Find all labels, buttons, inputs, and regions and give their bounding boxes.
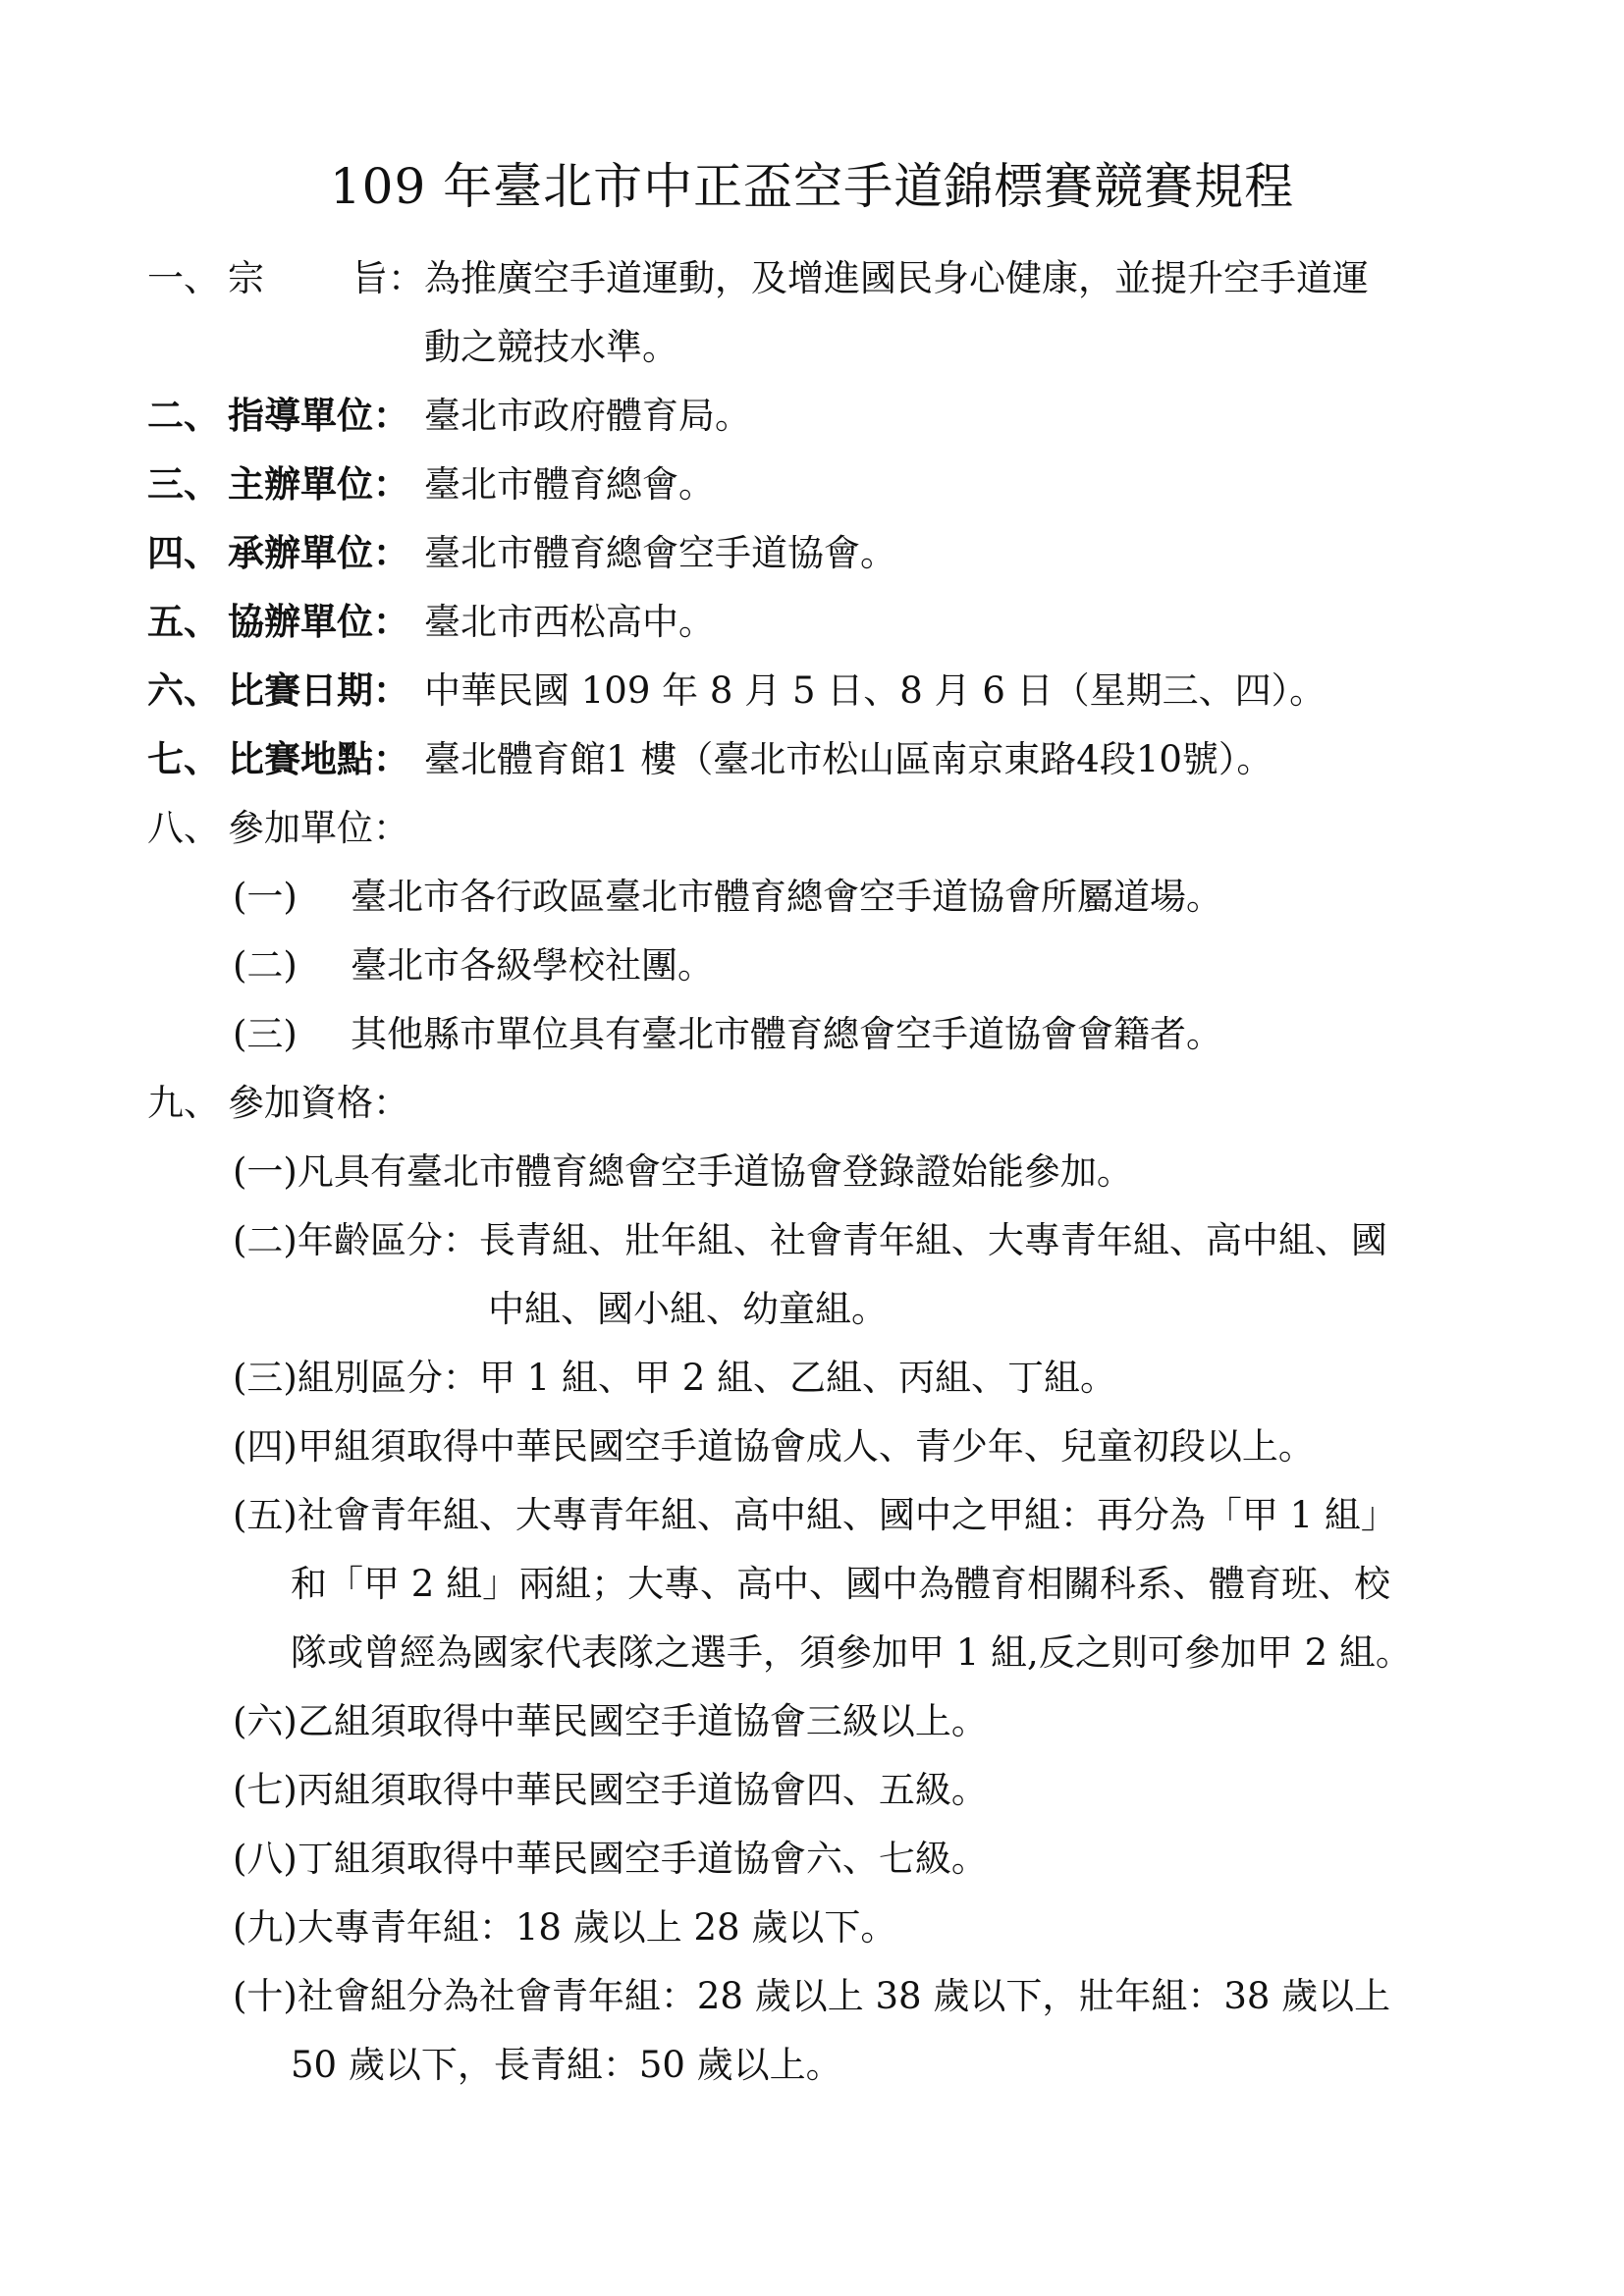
list-item-text: 隊或曾經為國家代表隊之選手，須參加甲 1 組,反之則可參加甲 2 組。 <box>291 1631 1412 1674</box>
section-label: 主辦單位： <box>228 463 409 506</box>
section-content: 臺北市體育總會空手道協會。 <box>424 532 896 574</box>
section-label: 協辦單位： <box>228 601 409 643</box>
section-label: 參加單位： <box>228 807 409 849</box>
section-content: 動之競技水準。 <box>424 326 678 368</box>
section-number: 二、 <box>147 395 220 437</box>
section-number: 八、 <box>147 807 220 849</box>
section-label: 指導單位： <box>228 395 409 437</box>
list-item-text: (七)丙組須取得中華民國空手道協會四、五級。 <box>233 1769 988 1811</box>
list-item-text: (九)大專青年組：18 歲以上 28 歲以下。 <box>233 1906 897 1949</box>
section-content: 為推廣空手道運動，及增進國民身心健康，並提升空手道運 <box>424 257 1369 299</box>
list-item-text: (八)丁組須取得中華民國空手道協會六、七級。 <box>233 1838 988 1880</box>
list-item-text: (四)甲組須取得中華民國空手道協會成人、青少年、兒童初段以上。 <box>233 1425 1315 1468</box>
section-number: 六、 <box>147 669 220 712</box>
list-item-text: 中組、國小組、幼童組。 <box>488 1288 888 1330</box>
section-content: 臺北體育館1 樓（臺北市松山區南京東路4段10號）。 <box>424 738 1273 780</box>
list-item-text: 臺北市各級學校社團。 <box>351 944 714 987</box>
section-label-part: 旨： <box>352 257 424 299</box>
section-number: 九、 <box>147 1082 220 1124</box>
section-content: 臺北市體育總會。 <box>424 463 715 506</box>
section-number: 七、 <box>147 738 220 780</box>
list-item-text: (五)社會青年組、大專青年組、高中組、國中之甲組：再分為「甲 1 組」 <box>233 1494 1397 1536</box>
list-item-text: (十)社會組分為社會青年組：28 歲以上 38 歲以下，壯年組：38 歲以上 <box>233 1975 1391 2017</box>
document-title: 109 年臺北市中正盃空手道錦標賽競賽規程 <box>329 158 1295 215</box>
section-label: 參加資格： <box>228 1082 409 1124</box>
section-number: 五、 <box>147 601 220 643</box>
list-item-marker: (一) <box>233 876 298 918</box>
section-label-part: 宗 <box>228 257 264 299</box>
list-item-text: (三)組別區分：甲 1 組、甲 2 組、乙組、丙組、丁組。 <box>233 1357 1116 1399</box>
section-content: 中華民國 109 年 8 月 5 日、8 月 6 日（星期三、四）。 <box>424 669 1326 712</box>
list-item-text: (二)年齡區分：長青組、壯年組、社會青年組、大專青年組、高中組、國 <box>233 1219 1387 1261</box>
section-label: 比賽日期： <box>228 669 409 712</box>
section-number: 三、 <box>147 463 220 506</box>
list-item-text: 50 歲以下，長青組：50 歲以上。 <box>291 2044 842 2086</box>
list-item-text: (六)乙組須取得中華民國空手道協會三級以上。 <box>233 1700 988 1742</box>
list-item-text: 其他縣市單位具有臺北市體育總會空手道協會會籍者。 <box>351 1013 1222 1055</box>
section-content: 臺北市西松高中。 <box>424 601 715 643</box>
list-item-marker: (三) <box>233 1013 298 1055</box>
section-number: 一、 <box>147 257 220 299</box>
list-item-text: (一)凡具有臺北市體育總會空手道協會登錄證始能參加。 <box>233 1150 1133 1193</box>
section-label: 承辦單位： <box>228 532 409 574</box>
section-number: 四、 <box>147 532 220 574</box>
section-content: 臺北市政府體育局。 <box>424 395 751 437</box>
section-label: 比賽地點： <box>228 738 409 780</box>
list-item-text: 和「甲 2 組」兩組；大專、高中、國中為體育相關科系、體育班、校 <box>291 1563 1391 1605</box>
list-item-marker: (二) <box>233 944 298 987</box>
list-item-text: 臺北市各行政區臺北市體育總會空手道協會所屬道場。 <box>351 876 1222 918</box>
